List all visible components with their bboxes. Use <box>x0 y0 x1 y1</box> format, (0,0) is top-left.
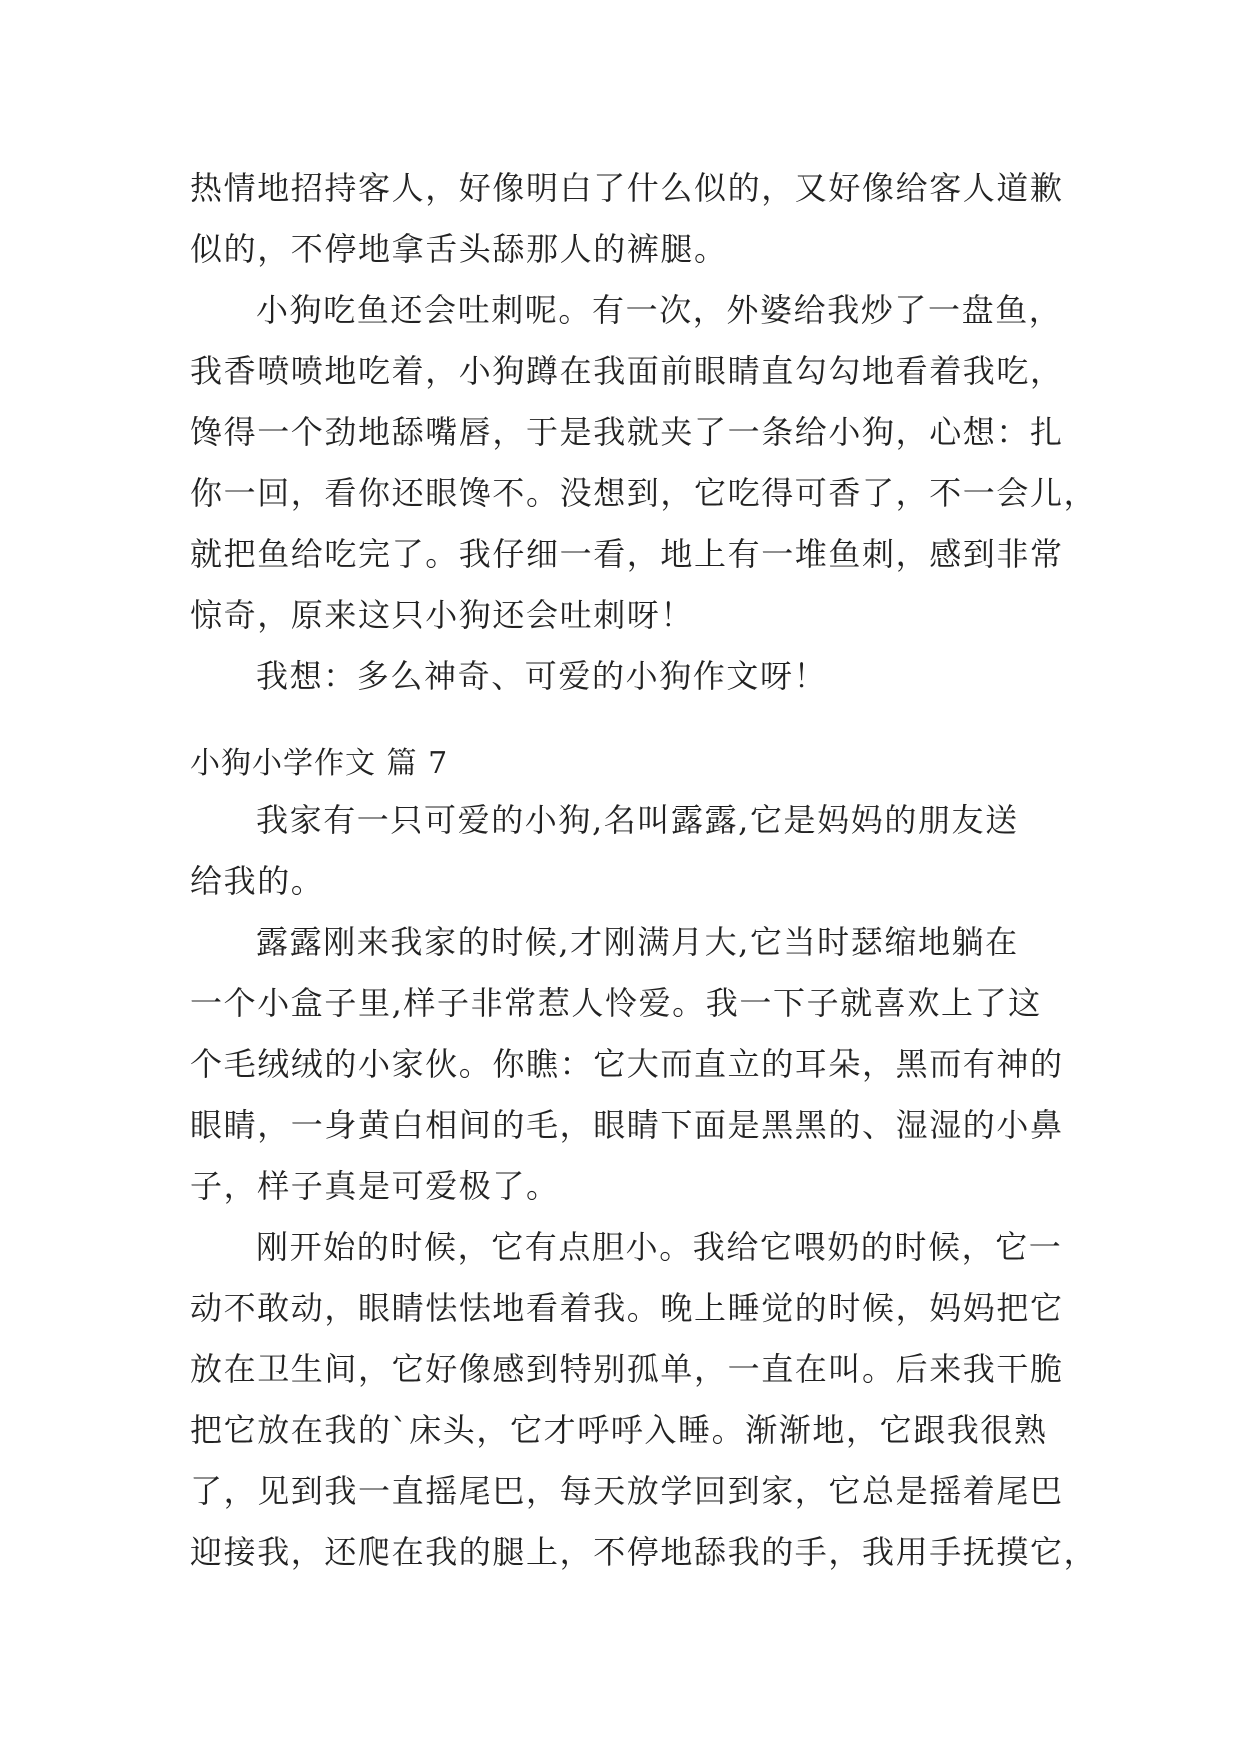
text-line: 馋得一个劲地舔嘴唇，于是我就夹了一条给小狗，心想：扎 <box>190 413 1064 451</box>
text-line: 我香喷喷地吃着，小狗蹲在我面前眼睛直勾勾地看着我吃， <box>190 352 1064 390</box>
essay-section-previous <box>190 158 1098 707</box>
text-line: 一个小盒子里,样子非常惹人怜爱。我一下子就喜欢上了这 <box>190 984 1042 1022</box>
text-line: 把它放在我的`床头，它才呼呼入睡。渐渐地，它跟我很熟 <box>190 1411 1048 1449</box>
paragraph-start-line: 我家有一只可爱的小狗,名叫露露,它是妈妈的朋友送 <box>256 801 1019 839</box>
text-line: 给我的。 <box>190 862 325 900</box>
essay-heading: 小狗小学作文 篇 7 <box>190 746 449 781</box>
text-line: 就把鱼给吃完了。我仔细一看，地上有一堆鱼刺，感到非常 <box>190 535 1064 573</box>
paragraph-start-line: 露露刚来我家的时候,才刚满月大,它当时瑟缩地躺在 <box>256 923 1019 961</box>
paragraph-start-line: 小狗吃鱼还会吐刺呢。有一次，外婆给我炒了一盘鱼， <box>256 291 1063 329</box>
text-line: 迎接我，还爬在我的腿上，不停地舔我的手，我用手抚摸它， <box>190 1533 1098 1571</box>
text-line: 子，样子真是可爱极了。 <box>190 1167 560 1205</box>
essay-section-7 <box>190 790 1098 1583</box>
text-line: 放在卫生间，它好像感到特别孤单，一直在叫。后来我干脆 <box>190 1350 1064 1388</box>
text-line: 惊奇，原来这只小狗还会吐刺呀！ <box>190 596 695 634</box>
text-line: 了，见到我一直摇尾巴，每天放学回到家，它总是摇着尾巴 <box>190 1472 1064 1510</box>
text-line: 热情地招持客人，好像明白了什么似的，又好像给客人道歉 <box>190 169 1064 207</box>
text-line: 眼睛，一身黄白相间的毛，眼睛下面是黑黑的、湿湿的小鼻 <box>190 1106 1064 1144</box>
paragraph-start-line: 刚开始的时候，它有点胆小。我给它喂奶的时候，它一 <box>256 1228 1063 1266</box>
text-line: 你一回，看你还眼馋不。没想到，它吃得可香了，不一会儿， <box>190 474 1098 512</box>
text-line: 似的，不停地拿舌头舔那人的裤腿。 <box>190 230 728 268</box>
text-line: 动不敢动，眼睛怯怯地看着我。晚上睡觉的时候，妈妈把它 <box>190 1289 1064 1327</box>
text-line: 个毛绒绒的小家伙。你瞧：它大而直立的耳朵，黑而有神的 <box>190 1045 1064 1083</box>
paragraph-start-line: 我想：多么神奇、可爱的小狗作文呀！ <box>256 657 828 695</box>
